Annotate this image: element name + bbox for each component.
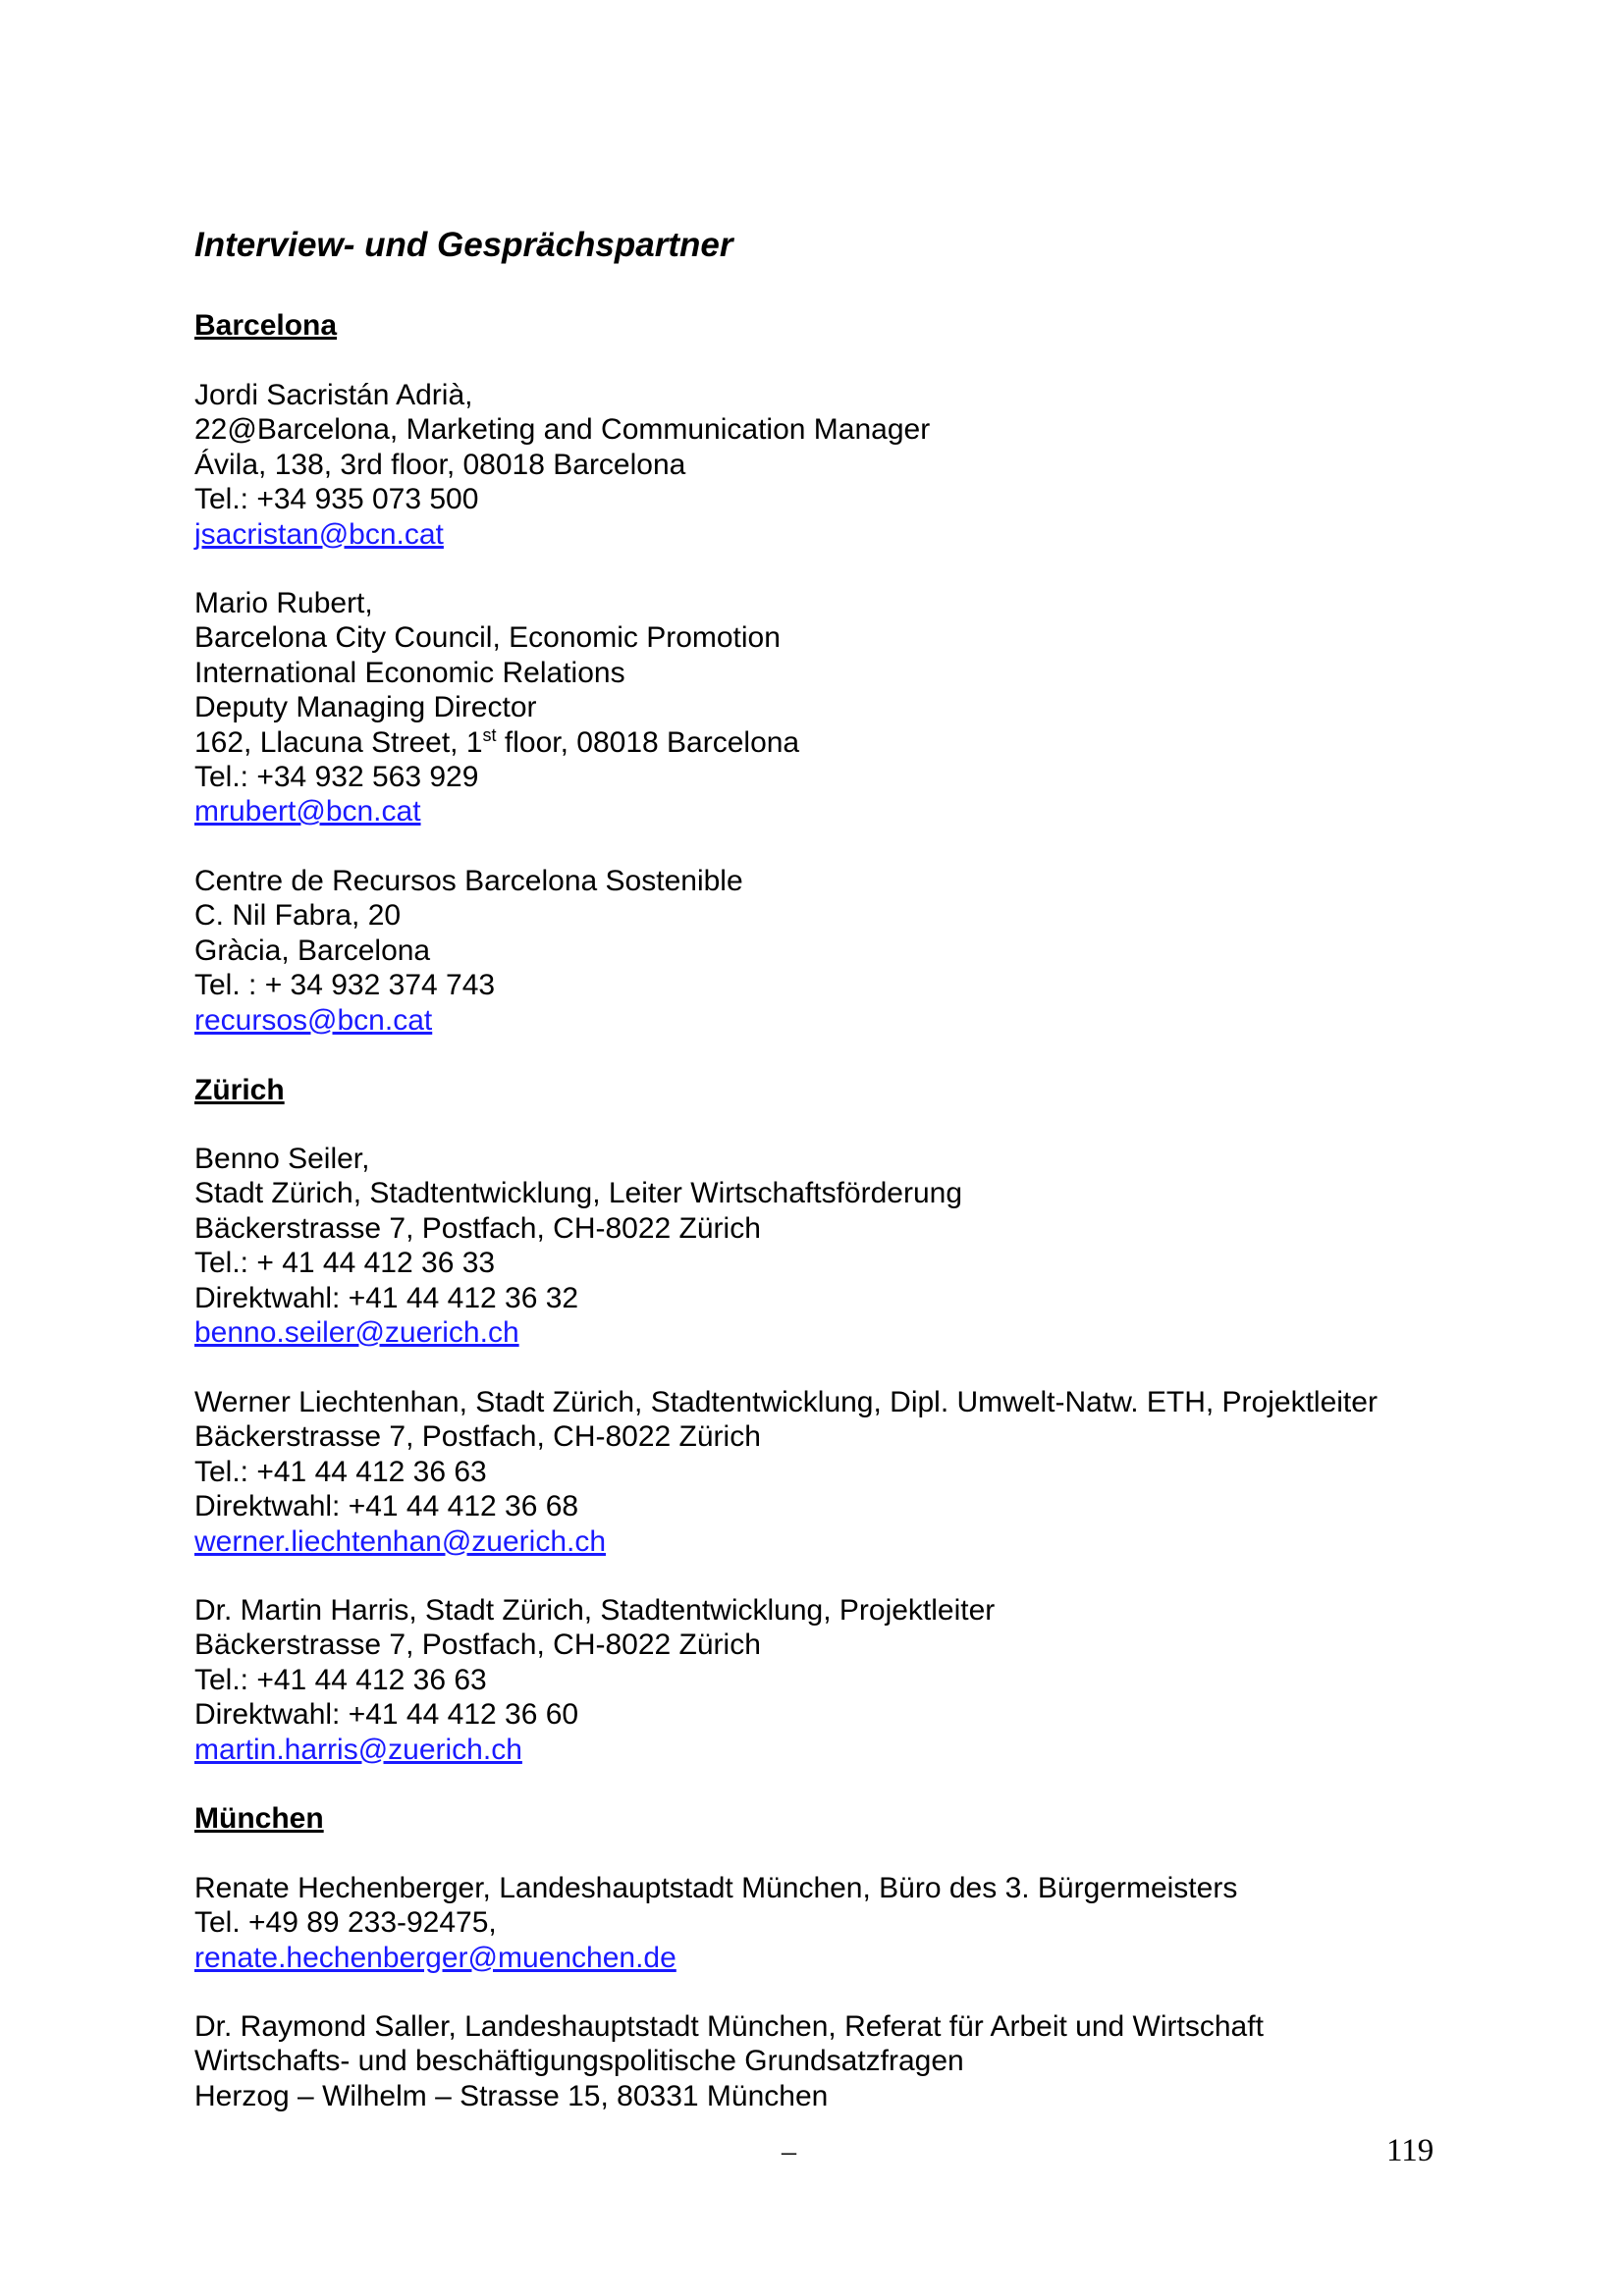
section-heading-muenchen: München (194, 1802, 324, 1835)
contact-city: Gràcia, Barcelona (194, 934, 431, 967)
contact-block (194, 378, 930, 552)
contact-name: Mario Rubert, (194, 587, 373, 619)
footer-dash: – (782, 2135, 796, 2167)
contact-block (194, 864, 743, 1038)
address-part: floor, 08018 Barcelona (496, 725, 800, 759)
contact-department: Wirtschafts- und beschäftigungspolitische Grundsatzfragen (194, 2045, 964, 2078)
contact-block (194, 1142, 962, 1350)
ordinal-suffix: st (482, 724, 497, 745)
email-link[interactable]: martin.harris@zuerich.ch (194, 1733, 522, 1766)
page-number: 119 (1386, 2133, 1434, 2168)
contact-name: Jordi Sacristán Adrià, (194, 379, 473, 411)
contact-phone: Tel.: + 41 44 412 36 33 (194, 1247, 496, 1280)
contact-role: Deputy Managing Director (194, 691, 537, 724)
contact-name: Centre de Recursos Barcelona Sostenible (194, 865, 743, 897)
contact-address: Bäckerstrasse 7, Postfach, CH-8022 Zürich (194, 1420, 761, 1454)
contact-name: Renate Hechenberger, Landeshauptstadt München, Büro des 3. Bürgermeisters (194, 1872, 1238, 1904)
contact-block (194, 1385, 1378, 1559)
contact-organization: Stadt Zürich, Stadtentwicklung, Leiter Wirtschaftsförderung (194, 1177, 963, 1210)
contact-phone: Tel.: +41 44 412 36 63 (194, 1663, 487, 1696)
email-link[interactable]: mrubert@bcn.cat (194, 795, 421, 828)
contact-organization: 22@Barcelona, Marketing and Communication Manager (194, 413, 931, 447)
contact-address: Bäckerstrasse 7, Postfach, CH-8022 Zürich (194, 1629, 761, 1662)
email-link[interactable]: recursos@bcn.cat (194, 1003, 433, 1037)
email-link[interactable]: benno.seiler@zuerich.ch (194, 1315, 519, 1349)
contact-phone: Tel.: +34 935 073 500 (194, 483, 479, 516)
contact-block (194, 586, 799, 829)
contact-direct-dial: Direktwahl: +41 44 412 36 68 (194, 1490, 579, 1523)
contact-department: International Economic Relations (194, 656, 625, 689)
contact-organization: Barcelona City Council, Economic Promotion (194, 621, 781, 655)
contact-block (194, 2009, 1264, 2113)
contact-phone: Tel.: +41 44 412 36 63 (194, 1455, 487, 1488)
contact-name: Werner Liechtenhan, Stadt Zürich, Stadtentwicklung, Dipl. Umwelt-Natw. ETH, Projektleiter (194, 1386, 1378, 1418)
email-link[interactable]: renate.hechenberger@muenchen.de (194, 1941, 676, 1974)
contact-street: C. Nil Fabra, 20 (194, 899, 402, 933)
email-link[interactable]: jsacristan@bcn.cat (194, 517, 444, 551)
contact-phone: Tel. +49 89 233-92475, (194, 1906, 497, 1940)
contact-block (194, 1871, 1237, 1975)
contact-name: Dr. Raymond Saller, Landeshauptstadt München, Referat für Arbeit und Wirtschaft (194, 2010, 1264, 2043)
contact-direct-dial: Direktwahl: +41 44 412 36 60 (194, 1698, 579, 1732)
section-heading-zurich: Zürich (194, 1074, 285, 1106)
contact-name: Benno Seiler, (194, 1143, 370, 1175)
contact-address (194, 725, 799, 760)
contact-direct-dial: Direktwahl: +41 44 412 36 32 (194, 1281, 579, 1314)
contact-address: Ávila, 138, 3rd floor, 08018 Barcelona (194, 448, 686, 481)
address-part: 162, Llacuna Street, 1 (194, 725, 483, 759)
contact-phone: Tel.: +34 932 563 929 (194, 760, 479, 793)
page-title: Interview- und Gesprächspartner (194, 226, 733, 264)
contact-address: Herzog – Wilhelm – Strasse 15, 80331 München (194, 2079, 829, 2112)
contact-name: Dr. Martin Harris, Stadt Zürich, Stadtentwicklung, Projektleiter (194, 1594, 996, 1627)
contact-block (194, 1593, 995, 1767)
email-link[interactable]: werner.liechtenhan@zuerich.ch (194, 1524, 607, 1558)
contact-phone: Tel. : + 34 932 374 743 (194, 969, 496, 1002)
section-heading-barcelona: Barcelona (194, 309, 338, 342)
contact-address: Bäckerstrasse 7, Postfach, CH-8022 Zürich (194, 1211, 761, 1245)
